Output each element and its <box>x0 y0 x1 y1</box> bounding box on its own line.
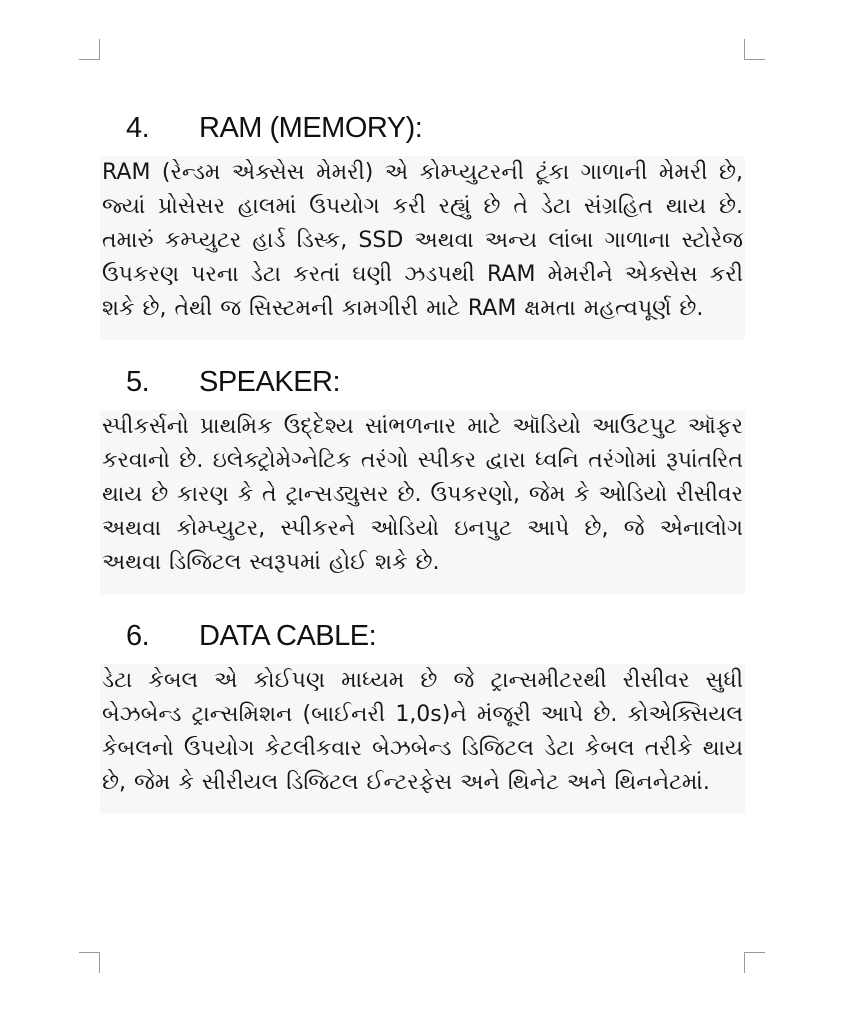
section-heading <box>100 354 745 410</box>
crop-mark-bottom-right <box>744 952 765 973</box>
crop-mark-top-left <box>79 39 100 60</box>
section-body: RAM (રેન્ડમ એક્સેસ મેમરી) એ કોમ્પ્યુટરની ટૂંકા ગાળાની મેમરી છે, જ્યાં પ્રોસેસર હાલમાં ઉપયોગ કરી રહ્યું છે તે ડેટા સંગ્રહિત થાય છે. તમારું કમ્પ્યુટર હાર્ડ ડિસ્ક, SSD અથવા અન્ય લાંબા ગાળાના સ્ટોરેજ ઉપકરણ પરના ડેટા કરતાં ઘણી ઝડપથી RAM મેમરીને એક્સેસ કરી શકે છે, તેથી જ સિસ્ટમની કામગીરી માટે RAM ક્ષમતા મહત્વપૂર્ણ છે. <box>100 156 745 340</box>
section-body: સ્પીકર્સનો પ્રાથમિક ઉદ્દેશ્ય સાંભળનાર માટે ઑડિયો આઉટપુટ ઑફર કરવાનો છે. ઇલેક્ટ્રોમેગ્નેટિક તરંગો સ્પીકર દ્વારા ધ્વનિ તરંગોમાં રૂપાંતરિત થાય છે કારણ કે તે ટ્રાન્સડ્યુસર છે. ઉપકરણો, જેમ કે ઓડિયો રીસીવર અથવા કોમ્પ્યુટર, સ્પીકરને ઓડિયો ઇનપુટ આપે છે, જે એનાલોગ અથવા ડિજિટલ સ્વરૂપમાં હોઈ શકે છે. <box>100 410 745 594</box>
section-speaker <box>100 354 745 594</box>
document-content <box>100 100 745 814</box>
section-number: 5. <box>126 366 150 398</box>
section-heading <box>100 608 745 664</box>
section-title: DATA CABLE: <box>199 620 377 652</box>
section-ram <box>100 100 745 340</box>
section-number: 4. <box>126 112 150 144</box>
section-title: SPEAKER: <box>199 366 341 398</box>
section-body: ડેટા કેબલ એ કોઈપણ માધ્યમ છે જે ટ્રાન્સમીટરથી રીસીવર સુધી બેઝબેન્ડ ટ્રાન્સમિશન (બાઈનરી 1,0s)ને મંજૂરી આપે છે. કોએક્સિયલ કેબલનો ઉપયોગ કેટલીકવાર બેઝબેન્ડ ડિજિટલ ડેટા કેબલ તરીકે થાય છે, જેમ કે સીરીયલ ડિજિટલ ઈન્ટરફેસ અને થિનેટ અને થિનનેટમાં. <box>100 664 745 814</box>
crop-mark-bottom-left <box>79 952 100 973</box>
section-number: 6. <box>126 620 150 652</box>
section-heading <box>100 100 745 156</box>
crop-mark-top-right <box>744 39 765 60</box>
section-title: RAM (MEMORY): <box>199 112 423 144</box>
section-data-cable <box>100 608 745 814</box>
